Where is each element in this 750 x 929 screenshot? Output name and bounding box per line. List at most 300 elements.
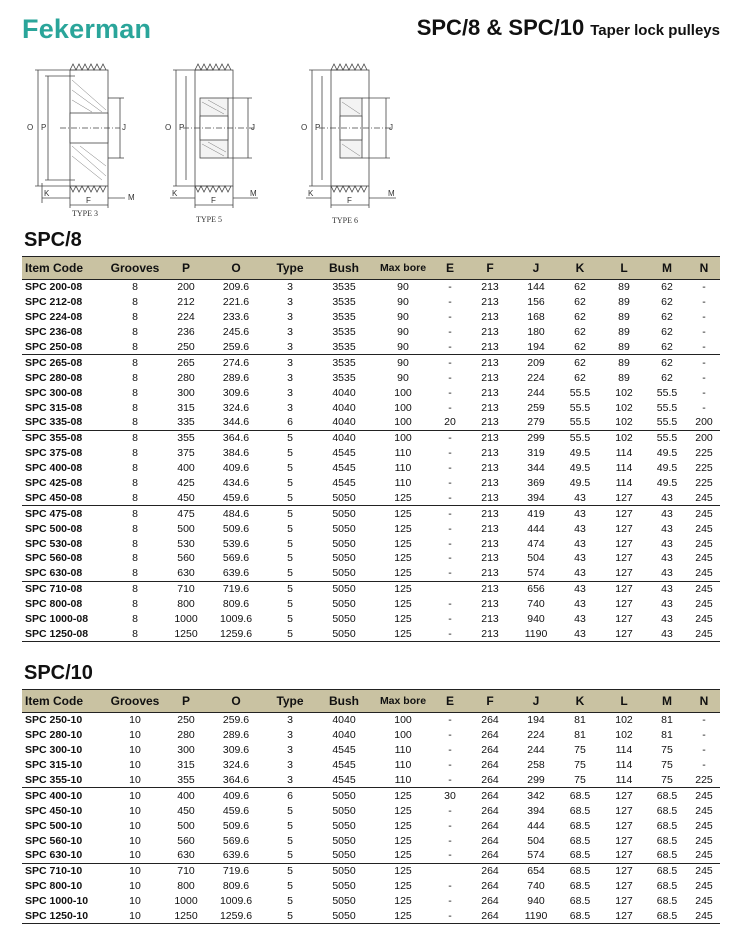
table-cell: 127 xyxy=(615,598,633,611)
column-header: O xyxy=(208,690,264,713)
table-cell: 110 xyxy=(394,447,412,460)
table-cell: 43 xyxy=(558,626,602,641)
table-cell: 5 xyxy=(287,834,293,847)
table-cell: 258 xyxy=(527,759,545,772)
table-cell: 300 xyxy=(177,744,195,757)
table-cell: 43 xyxy=(574,598,586,611)
table-cell: - xyxy=(448,311,452,324)
table-cell: 5 xyxy=(287,491,293,504)
table-cell: 259.6 xyxy=(222,714,250,727)
table-cell: 8 xyxy=(132,371,138,384)
table-cell: 244 xyxy=(527,744,545,757)
table-cell: 10 xyxy=(129,759,141,772)
table-cell: - xyxy=(448,537,452,550)
table-cell: 5 xyxy=(287,537,293,550)
table-cell: 43 xyxy=(661,567,673,580)
table-cell: 213 xyxy=(481,462,499,475)
table-cell: 5 xyxy=(287,598,293,611)
table-cell: 3 xyxy=(287,774,293,786)
table-cell: 344.6 xyxy=(222,416,250,429)
table-cell: 245.6 xyxy=(222,326,250,339)
table-cell: 484.6 xyxy=(208,506,264,521)
table-cell: 500 xyxy=(177,522,195,535)
column-header: O xyxy=(208,257,264,280)
table-cell: - xyxy=(434,626,466,641)
table-cell: 55.5 xyxy=(569,401,591,414)
table-cell: 809.6 xyxy=(222,880,250,893)
table-cell: 4040 xyxy=(332,416,356,429)
table-cell: 62 xyxy=(574,281,586,294)
table-cell: 710 xyxy=(164,863,208,878)
table-cell: - xyxy=(702,714,706,727)
dim-label-m: M xyxy=(250,189,257,198)
table-cell: 43 xyxy=(574,522,586,535)
dim-label-k: K xyxy=(44,189,50,198)
table-cell: - xyxy=(448,880,452,893)
table-cell: 43 xyxy=(646,581,688,596)
table-cell: 5 xyxy=(264,626,316,641)
table-cell: 4040 xyxy=(332,714,356,727)
table-cell: 289.6 xyxy=(222,729,250,742)
table-cell: - xyxy=(448,804,452,817)
item-code-cell: SPC 1250-08 xyxy=(22,626,106,641)
table-cell: - xyxy=(702,401,706,414)
table-cell: 10 xyxy=(129,744,141,757)
table-cell: 245 xyxy=(688,863,720,878)
table-cell: 89 xyxy=(618,326,630,339)
table-cell: 125 xyxy=(372,581,434,596)
table-cell: 6 xyxy=(287,416,293,429)
table-cell: 43 xyxy=(558,506,602,521)
dim-label-k: K xyxy=(172,189,178,198)
table-cell: 8 xyxy=(132,401,138,414)
table-cell: 125 xyxy=(372,909,434,924)
table-cell: 394 xyxy=(527,491,545,504)
table-cell: 30 xyxy=(434,788,466,803)
table-cell: 5050 xyxy=(316,626,372,641)
dim-label-j: J xyxy=(251,123,255,132)
table-cell: 62 xyxy=(661,281,673,294)
table-cell: 89 xyxy=(602,355,646,370)
table-cell: 3 xyxy=(264,355,316,370)
table-cell: 279 xyxy=(527,416,545,429)
table-cell: 289.6 xyxy=(222,371,250,384)
table-cell: 509.6 xyxy=(222,819,250,832)
table-cell: 10 xyxy=(129,714,141,727)
table-cell: 68.5 xyxy=(558,909,602,924)
table-cell: 324.6 xyxy=(222,759,250,772)
table-cell: 20 xyxy=(444,416,456,429)
column-header: L xyxy=(602,690,646,713)
table-cell: 43 xyxy=(574,567,586,580)
title-sub: Taper lock pulleys xyxy=(590,22,720,39)
table-cell: 102 xyxy=(615,714,633,727)
table-cell: 3 xyxy=(287,744,293,757)
table-cell: 264 xyxy=(466,909,514,924)
table-cell: 3 xyxy=(287,311,293,324)
table-cell: 125 xyxy=(394,537,412,550)
item-code-cell: SPC 500-10 xyxy=(25,819,83,832)
column-header: K xyxy=(558,257,602,280)
column-header: Max bore xyxy=(372,257,434,280)
table-cell: 4040 xyxy=(316,430,372,445)
table-cell: 264 xyxy=(466,788,514,803)
table-cell: 274.6 xyxy=(208,355,264,370)
table-cell: 68.5 xyxy=(569,895,591,908)
table-cell: 43 xyxy=(646,506,688,521)
table-cell: 3 xyxy=(287,371,293,384)
table-cell: 10 xyxy=(129,834,141,847)
table-cell: 10 xyxy=(129,895,141,908)
table-cell: 90 xyxy=(397,371,409,384)
table-cell: - xyxy=(448,477,452,490)
table-cell: 213 xyxy=(481,281,499,294)
table-cell: 10 xyxy=(129,849,141,862)
spec-table-spc8 xyxy=(22,256,720,642)
table-cell: 459.6 xyxy=(222,804,250,817)
item-code-cell: SPC 300-10 xyxy=(25,744,83,757)
table-row xyxy=(22,863,720,878)
table-cell: 3535 xyxy=(332,311,356,324)
table-cell: 1009.6 xyxy=(219,895,253,908)
table-row xyxy=(22,612,720,627)
column-header: J xyxy=(514,257,558,280)
table-cell: 8 xyxy=(106,626,164,641)
table-cell: 90 xyxy=(397,281,409,294)
table-cell: 49.5 xyxy=(656,477,678,490)
table-cell: 342 xyxy=(514,788,558,803)
table-cell: 89 xyxy=(618,341,630,353)
column-header: Grooves xyxy=(106,690,164,713)
item-code-cell: SPC 212-08 xyxy=(25,296,83,309)
table-cell: 127 xyxy=(602,863,646,878)
dim-label-f: F xyxy=(347,196,352,205)
table-cell: 264 xyxy=(481,759,499,772)
table-cell: 90 xyxy=(372,355,434,370)
table-cell: 1259.6 xyxy=(208,909,264,924)
table-cell: - xyxy=(448,491,452,504)
table-cell: 265 xyxy=(164,355,208,370)
table-cell: 1190 xyxy=(514,909,558,924)
table-cell: 654 xyxy=(514,863,558,878)
diagram-type-3 xyxy=(20,58,150,220)
table-cell: 89 xyxy=(618,296,630,309)
table-cell: 213 xyxy=(481,477,499,490)
table-cell: 3 xyxy=(287,281,293,294)
table-cell: 1259.6 xyxy=(208,626,264,641)
table-cell: 100 xyxy=(372,430,434,445)
table-cell: 245 xyxy=(695,804,713,817)
table-cell: 5 xyxy=(287,895,293,908)
table-cell: 81 xyxy=(574,714,586,727)
table-cell: 245 xyxy=(695,834,713,847)
table-cell: 1000 xyxy=(174,613,198,626)
table-row xyxy=(22,597,720,612)
dim-label-o: O xyxy=(165,123,172,132)
table-cell: 539.6 xyxy=(222,537,250,550)
table-cell: 114 xyxy=(615,462,633,475)
table-cell: 125 xyxy=(372,506,434,521)
table-cell: - xyxy=(702,386,706,399)
table-cell: 394 xyxy=(527,804,545,817)
table-cell: 90 xyxy=(397,341,409,353)
dim-label-o: O xyxy=(27,123,34,132)
table-cell: 8 xyxy=(132,447,138,460)
table-cell: 213 xyxy=(481,341,499,353)
table-cell: 127 xyxy=(602,506,646,521)
table-cell: 3535 xyxy=(332,281,356,294)
table-cell: 574 xyxy=(527,567,545,580)
table-row xyxy=(22,894,720,909)
column-header: E xyxy=(434,257,466,280)
table-cell: 8 xyxy=(132,567,138,580)
table-row xyxy=(22,400,720,415)
table-row xyxy=(22,818,720,833)
table-cell: 156 xyxy=(527,296,545,309)
table-cell: 459.6 xyxy=(222,491,250,504)
item-code-cell: SPC 500-08 xyxy=(25,522,83,535)
item-code-cell: SPC 250-10 xyxy=(25,714,83,727)
table-row xyxy=(22,551,720,566)
dim-label-k: K xyxy=(308,189,314,198)
table-cell: 5 xyxy=(264,506,316,521)
table-cell: 209.6 xyxy=(222,281,250,294)
item-code-cell: SPC 400-08 xyxy=(25,462,83,475)
column-header: Item Code xyxy=(22,690,106,713)
table-cell: 574 xyxy=(527,849,545,862)
table-cell: 5 xyxy=(287,849,293,862)
table-cell: 245 xyxy=(695,491,713,504)
table-cell: - xyxy=(448,552,452,565)
table-row xyxy=(22,728,720,743)
table-cell: 110 xyxy=(394,462,412,475)
table-cell: 1000 xyxy=(174,895,198,908)
table-cell: 719.6 xyxy=(208,581,264,596)
column-header: P xyxy=(164,690,208,713)
table-cell: 43 xyxy=(661,552,673,565)
table-cell: 1009.6 xyxy=(219,613,253,626)
table-cell: 125 xyxy=(394,819,412,832)
table-cell: 62 xyxy=(661,311,673,324)
table-cell: 68.5 xyxy=(569,880,591,893)
table-row xyxy=(22,280,720,295)
table-cell: 168 xyxy=(527,311,545,324)
dim-label-p: P xyxy=(41,123,47,132)
table-cell: 8 xyxy=(132,386,138,399)
table-cell: 49.5 xyxy=(569,462,591,475)
dim-label-o: O xyxy=(301,123,308,132)
section-title-spc10: SPC/10 xyxy=(24,662,93,684)
table-cell: 213 xyxy=(481,552,499,565)
table-cell: 213 xyxy=(481,598,499,611)
table-cell: 324.6 xyxy=(222,401,250,414)
table-cell: 245 xyxy=(688,581,720,596)
table-cell: 8 xyxy=(132,296,138,309)
table-row xyxy=(22,310,720,325)
table-cell: 259 xyxy=(527,401,545,414)
table-cell: 319 xyxy=(527,447,545,460)
table-cell: - xyxy=(448,447,452,460)
item-code-cell: SPC 425-08 xyxy=(25,477,83,490)
table-cell: 68.5 xyxy=(646,863,688,878)
item-code-cell: SPC 560-10 xyxy=(25,834,83,847)
table-cell: 800 xyxy=(177,880,195,893)
table-cell: 444 xyxy=(527,819,545,832)
table-cell: 125 xyxy=(394,895,412,908)
table-cell: 100 xyxy=(394,729,412,742)
table-cell: - xyxy=(448,522,452,535)
item-code-cell: SPC 1250-10 xyxy=(22,909,106,924)
table-row xyxy=(22,521,720,536)
table-cell: 102 xyxy=(615,416,633,429)
item-code-cell: SPC 475-08 xyxy=(22,506,106,521)
table-row xyxy=(22,430,720,445)
table-cell: 125 xyxy=(394,491,412,504)
table-row xyxy=(22,370,720,385)
table-cell: 434.6 xyxy=(222,477,250,490)
table-cell: 75 xyxy=(661,759,673,772)
table-cell: 8 xyxy=(132,537,138,550)
column-header: Grooves xyxy=(106,257,164,280)
table-cell: - xyxy=(448,774,452,786)
table-cell: 5 xyxy=(287,447,293,460)
table-row xyxy=(22,833,720,848)
table-cell: 68.5 xyxy=(569,834,591,847)
table-cell: 81 xyxy=(661,729,673,742)
table-cell: 245 xyxy=(695,567,713,580)
table-cell: 8 xyxy=(132,311,138,324)
table-cell: 127 xyxy=(615,522,633,535)
table-cell: 49.5 xyxy=(569,447,591,460)
table-row xyxy=(22,446,720,461)
table-cell: 225 xyxy=(695,447,713,460)
item-code-cell: SPC 1000-10 xyxy=(25,895,89,908)
table-cell: 194 xyxy=(527,341,545,353)
table-cell: 5050 xyxy=(332,834,356,847)
table-cell: - xyxy=(448,613,452,626)
table-cell: 5 xyxy=(287,819,293,832)
table-cell: 114 xyxy=(615,774,633,786)
table-cell: 213 xyxy=(481,537,499,550)
table-cell: 504 xyxy=(527,834,545,847)
table-cell: 213 xyxy=(481,491,499,504)
table-cell: 5050 xyxy=(332,819,356,832)
table-cell: 75 xyxy=(574,774,586,786)
column-header: Max bore xyxy=(372,690,434,713)
table-cell: 90 xyxy=(397,296,409,309)
table-row xyxy=(22,536,720,551)
table-cell: 180 xyxy=(527,326,545,339)
table-cell: 102 xyxy=(615,729,633,742)
table-cell: - xyxy=(448,729,452,742)
table-cell: 127 xyxy=(615,613,633,626)
table-cell: 110 xyxy=(394,774,412,786)
table-cell: 5 xyxy=(287,477,293,490)
table-cell: 5050 xyxy=(332,613,356,626)
table-cell: 264 xyxy=(481,714,499,727)
table-row xyxy=(22,909,720,924)
table-cell: - xyxy=(448,744,452,757)
table-cell: 264 xyxy=(481,744,499,757)
table-cell: 125 xyxy=(372,626,434,641)
item-code-cell: SPC 800-08 xyxy=(25,598,83,611)
table-cell: 114 xyxy=(615,477,633,490)
table-cell: 3535 xyxy=(332,371,356,384)
column-header: N xyxy=(688,690,720,713)
table-cell: 89 xyxy=(618,371,630,384)
item-code-cell: SPC 236-08 xyxy=(25,326,83,339)
table-cell: 1250 xyxy=(164,909,208,924)
table-cell: 62 xyxy=(574,311,586,324)
table-cell: 315 xyxy=(177,401,195,414)
table-cell: 127 xyxy=(615,537,633,550)
table-cell: 213 xyxy=(481,522,499,535)
table-cell: 5 xyxy=(287,804,293,817)
table-cell: 369 xyxy=(527,477,545,490)
table-cell: 221.6 xyxy=(222,296,250,309)
table-cell: 10 xyxy=(129,819,141,832)
table-cell: 5050 xyxy=(332,552,356,565)
table-cell: 710 xyxy=(164,581,208,596)
table-cell: 5050 xyxy=(332,895,356,908)
table-cell: 475 xyxy=(164,506,208,521)
table-cell: 225 xyxy=(695,774,713,786)
table-cell: 656 xyxy=(514,581,558,596)
spec-table-spc10 xyxy=(22,689,720,924)
table-cell: 213 xyxy=(466,355,514,370)
diagram-type-5 xyxy=(158,58,288,226)
column-header: N xyxy=(688,257,720,280)
table-cell: 89 xyxy=(618,281,630,294)
table-cell: 62 xyxy=(558,355,602,370)
table-cell: 225 xyxy=(695,477,713,490)
table-cell: 125 xyxy=(394,849,412,862)
table-cell: - xyxy=(448,281,452,294)
table-cell: - xyxy=(702,729,706,742)
table-cell: 8 xyxy=(132,598,138,611)
item-code-cell: SPC 450-10 xyxy=(25,804,83,817)
table-cell: 8 xyxy=(132,491,138,504)
section-title-spc8: SPC/8 xyxy=(24,229,82,251)
table-cell: 10 xyxy=(106,909,164,924)
table-cell: 90 xyxy=(397,326,409,339)
table-cell: 55.5 xyxy=(569,416,591,429)
table-cell: 43 xyxy=(661,613,673,626)
table-cell: 75 xyxy=(574,744,586,757)
table-cell: 8 xyxy=(106,581,164,596)
table-cell: 213 xyxy=(466,506,514,521)
table-cell: 245 xyxy=(695,552,713,565)
table-cell: 55.5 xyxy=(646,430,688,445)
table-cell: - xyxy=(448,386,452,399)
table-cell: 4040 xyxy=(332,729,356,742)
table-cell: - xyxy=(448,567,452,580)
table-cell: 127 xyxy=(615,895,633,908)
table-cell: 8 xyxy=(106,355,164,370)
table-cell: 740 xyxy=(527,598,545,611)
table-cell: 55.5 xyxy=(558,430,602,445)
table-cell: 68.5 xyxy=(569,819,591,832)
table-cell: 224 xyxy=(177,311,195,324)
table-cell: 68.5 xyxy=(569,849,591,862)
table-cell: 127 xyxy=(615,552,633,565)
table-cell: 500 xyxy=(177,819,195,832)
table-cell: 250 xyxy=(177,341,195,353)
table-cell: 62 xyxy=(661,371,673,384)
table-cell: - xyxy=(702,744,706,757)
table-header-row xyxy=(22,257,720,280)
table-cell: 264 xyxy=(481,774,499,786)
